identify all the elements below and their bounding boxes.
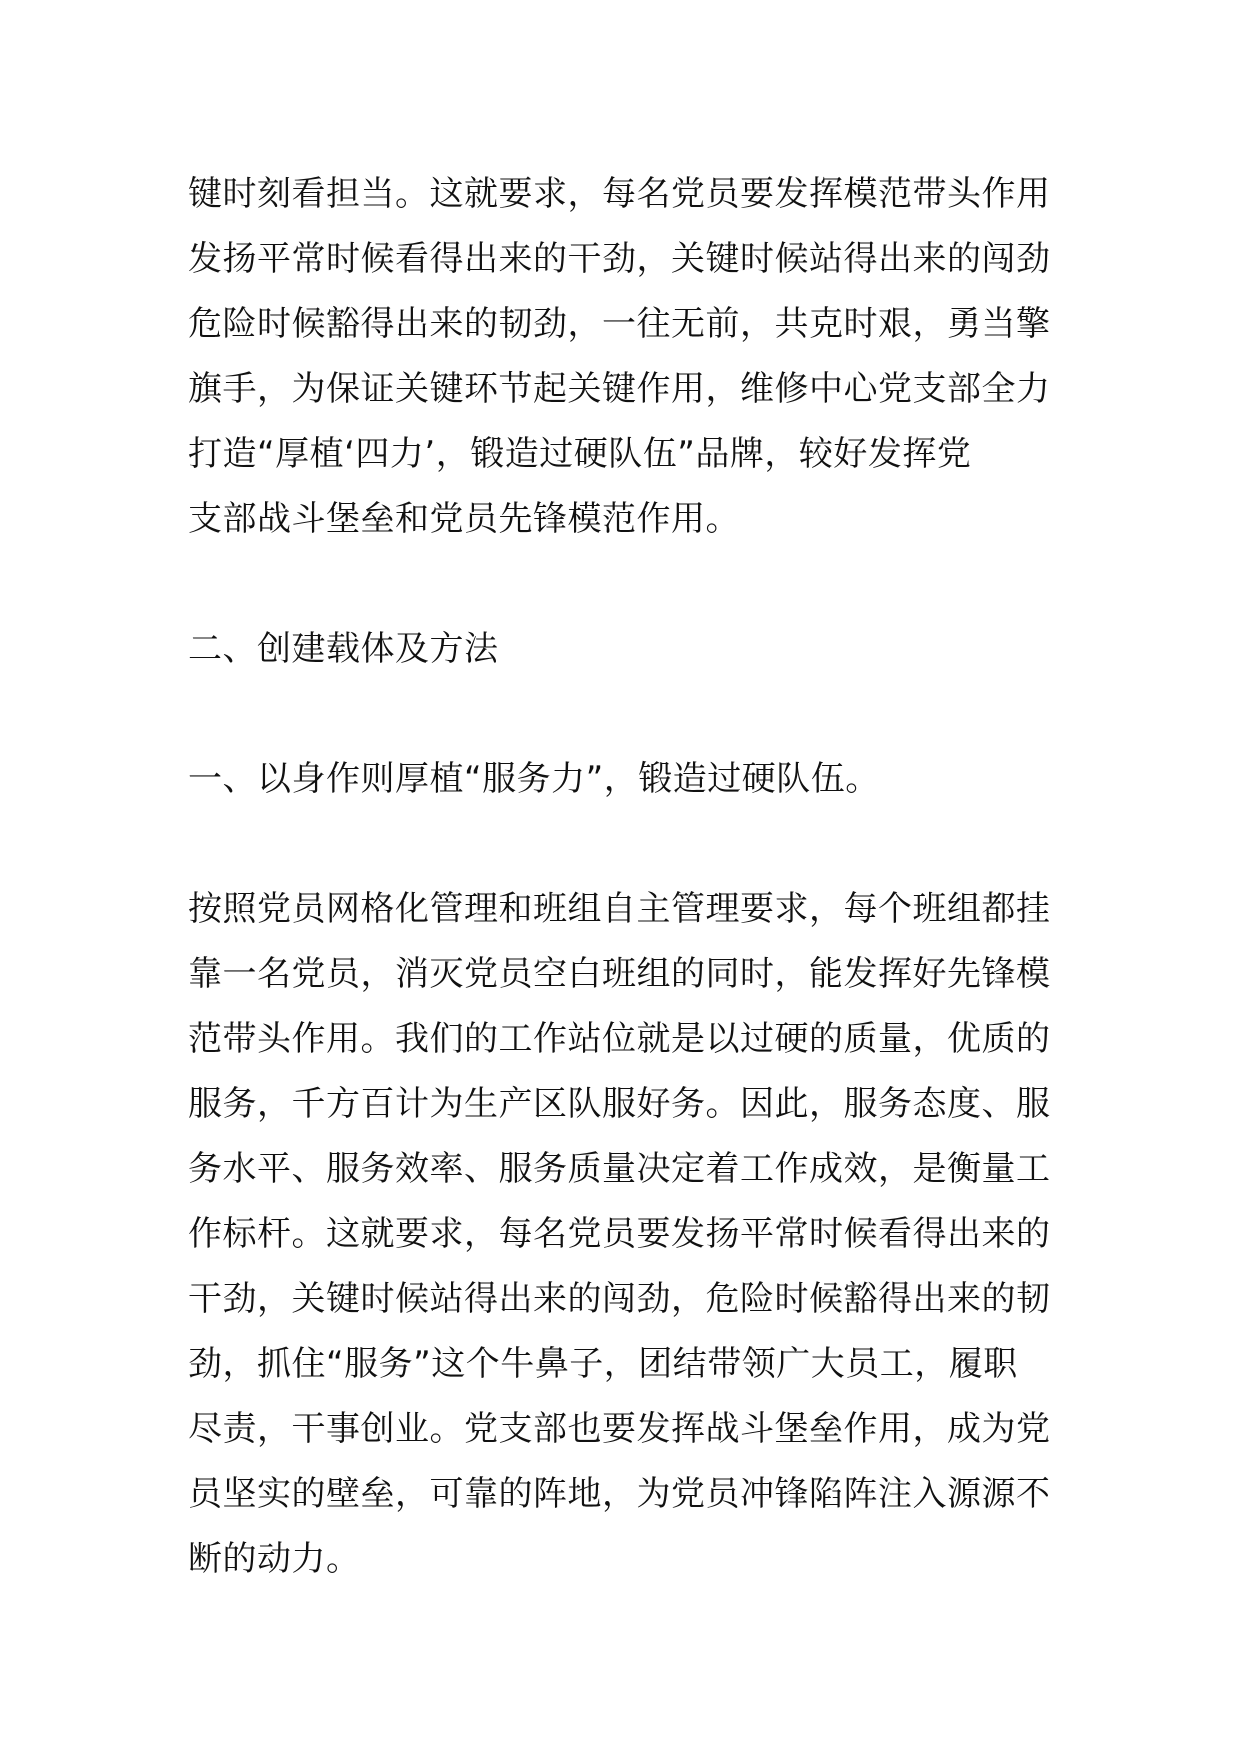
section-heading: 二、创建载体及方法 xyxy=(188,629,499,669)
text-line: 按照党员网格化管理和班组自主管理要求，每个班组都挂 xyxy=(188,889,1051,929)
text-line: 服务，千方百计为生产区队服好务。因此，服务态度、服 xyxy=(188,1084,1051,1124)
text-line: 干劲，关键时候站得出来的闯劲，危险时候豁得出来的韧 xyxy=(188,1279,1051,1319)
text-line: 员坚实的壁垒，可靠的阵地，为党员冲锋陷阵注入源源不 xyxy=(188,1474,1051,1514)
text-line: 作标杆。这就要求，每名党员要发扬平常时候看得出来的 xyxy=(188,1214,1051,1254)
text-line: 支部战斗堡垒和党员先锋模范作用。 xyxy=(188,499,740,539)
paragraph-spacer xyxy=(188,682,1063,747)
text-line: 打造“厚植‘四力’，锻造过硬队伍”品牌，较好发挥党 xyxy=(188,434,972,474)
subsection-heading: 一、以身作则厚植“服务力”，锻造过硬队伍。 xyxy=(188,759,880,799)
text-line: 危险时候豁得出来的韧劲，一往无前，共克时艰，勇当擎 xyxy=(188,304,1051,344)
paragraph-spacer xyxy=(188,812,1063,877)
text-line: 劲，抓住“服务”这个牛鼻子，团结带领广大员工，履职 xyxy=(188,1344,1018,1384)
text-line: 断的动力。 xyxy=(188,1539,361,1579)
document-body xyxy=(188,162,1063,1592)
text-line: 靠一名党员，消灭党员空白班组的同时，能发挥好先锋模 xyxy=(188,954,1051,994)
paragraph-spacer xyxy=(188,552,1063,617)
paragraph-continued xyxy=(188,162,1063,552)
text-line: 发扬平常时候看得出来的干劲，关键时候站得出来的闯劲 xyxy=(188,239,1051,279)
text-line: 务水平、服务效率、服务质量决定着工作成效，是衡量工 xyxy=(188,1149,1051,1189)
paragraph xyxy=(188,877,1063,1592)
text-line: 键时刻看担当。这就要求，每名党员要发挥模范带头作用 xyxy=(188,174,1051,214)
text-line: 尽责，干事创业。党支部也要发挥战斗堡垒作用，成为党 xyxy=(188,1409,1051,1449)
text-line: 旗手，为保证关键环节起关键作用，维修中心党支部全力 xyxy=(188,369,1051,409)
text-line: 范带头作用。我们的工作站位就是以过硬的质量，优质的 xyxy=(188,1019,1051,1059)
